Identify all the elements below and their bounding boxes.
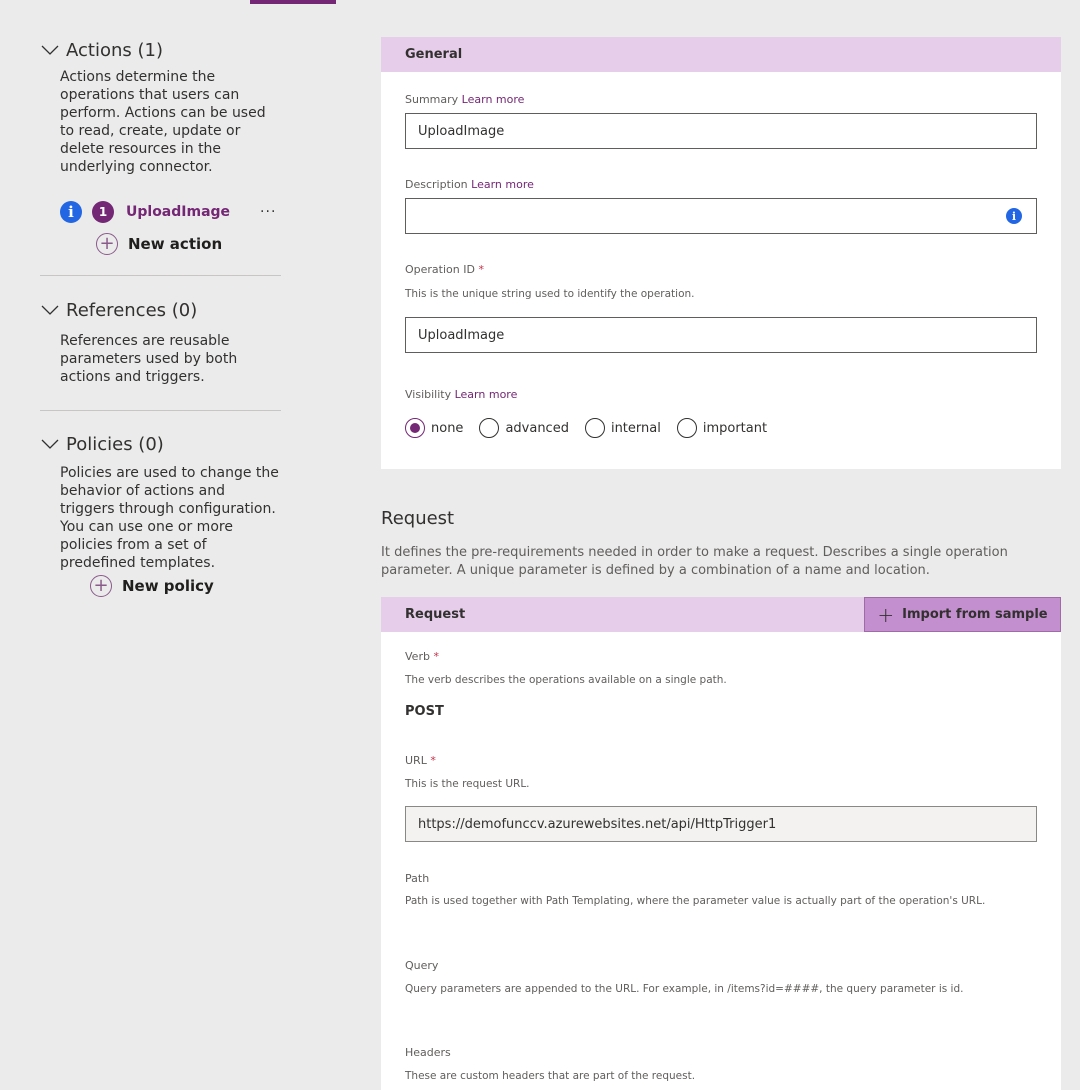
import-label: Import from sample	[902, 607, 1048, 622]
visibility-radio-group	[405, 418, 783, 438]
visibility-radio-important[interactable]	[677, 418, 767, 438]
request-panel-title: Request	[405, 607, 466, 622]
verb-value: POST	[405, 704, 444, 719]
action-name[interactable]: UploadImage	[126, 204, 231, 220]
info-icon[interactable]: i	[60, 201, 82, 223]
url-label: URL *	[405, 754, 436, 767]
radio-unchecked-icon	[479, 418, 499, 438]
summary-input[interactable]: UploadImage	[405, 113, 1037, 149]
more-options-icon[interactable]: ···	[260, 204, 277, 220]
actions-section-header[interactable]	[40, 37, 163, 63]
section-divider	[40, 410, 281, 411]
radio-label: important	[702, 420, 768, 436]
visibility-radio-advanced[interactable]	[479, 418, 569, 438]
url-input[interactable]: https://demofunccv.azurewebsites.net/api/HttpTrigger1	[405, 806, 1037, 842]
visibility-radio-none[interactable]	[405, 418, 463, 438]
path-label: Path	[405, 872, 430, 885]
action-item-uploadimage[interactable]	[60, 201, 276, 223]
request-section-description: It defines the pre-requirements needed in order to make a request. Describes a single operation parameter. A unique parameter is defined by a combination of a name and location.	[381, 545, 1008, 578]
radio-label: advanced	[505, 420, 569, 436]
plus-icon: +	[877, 602, 895, 627]
radio-checked-icon	[405, 418, 425, 438]
headers-label: Headers	[405, 1046, 451, 1059]
path-helper: Path is used together with Path Templating, where the parameter value is actually part of the operation's URL.	[405, 895, 986, 907]
verb-helper: The verb describes the operations available on a single path.	[405, 674, 727, 686]
headers-helper: These are custom headers that are part of the request.	[405, 1070, 696, 1082]
policies-section-header[interactable]	[40, 431, 164, 457]
request-panel-header	[381, 597, 1061, 632]
visibility-label: Visibility Learn more	[405, 388, 518, 401]
section-divider	[40, 275, 281, 276]
new-policy-button[interactable]	[90, 575, 214, 597]
operation-id-helper: This is the unique string used to identify the operation.	[405, 288, 695, 300]
references-section-title: References (0)	[66, 299, 198, 321]
request-panel	[381, 597, 1061, 1090]
plus-circle-icon: +	[90, 575, 112, 597]
visibility-learn-more-link[interactable]: Learn more	[454, 388, 518, 401]
request-section-title: Request	[381, 508, 455, 529]
visibility-radio-internal[interactable]	[585, 418, 661, 438]
info-icon[interactable]: i	[1006, 208, 1022, 224]
new-policy-label: New policy	[122, 577, 214, 595]
radio-label: none	[431, 420, 464, 436]
operation-id-input[interactable]: UploadImage	[405, 317, 1037, 353]
radio-unchecked-icon	[677, 418, 697, 438]
import-from-sample-button[interactable]	[864, 597, 1061, 632]
policies-section-title: Policies (0)	[66, 433, 164, 455]
general-panel	[381, 37, 1061, 469]
chevron-down-icon	[40, 303, 60, 317]
actions-section-title: Actions (1)	[66, 39, 163, 61]
query-label: Query	[405, 959, 439, 972]
radio-unchecked-icon	[585, 418, 605, 438]
actions-section-description: Actions determine the operations that users can perform. Actions can be used to read, create, update or delete resources in the underlying connector.	[60, 69, 266, 175]
verb-label: Verb *	[405, 650, 439, 663]
new-action-label: New action	[128, 235, 223, 253]
summary-label: Summary Learn more	[405, 93, 525, 106]
description-learn-more-link[interactable]: Learn more	[471, 178, 534, 191]
chevron-down-icon	[40, 43, 60, 57]
radio-label: internal	[610, 420, 661, 436]
plus-circle-icon: +	[96, 233, 118, 255]
operation-id-label: Operation ID *	[405, 263, 484, 276]
policies-section-description: Policies are used to change the behavior of actions and triggers through configuration. You can use one or more policies from a set of predefined templates.	[60, 465, 279, 571]
description-input[interactable]	[405, 198, 1037, 234]
action-number-badge: 1	[92, 201, 114, 223]
query-helper: Query parameters are appended to the URL. For example, in /items?id=####, the query parameter is id.	[405, 983, 964, 995]
summary-learn-more-link[interactable]: Learn more	[461, 93, 525, 106]
references-section-description: References are reusable parameters used by both actions and triggers.	[60, 333, 238, 385]
general-panel-header: General	[381, 37, 1061, 72]
new-action-button[interactable]	[96, 233, 222, 255]
sidebar	[0, 0, 300, 1090]
url-helper: This is the request URL.	[405, 778, 530, 790]
references-section-header[interactable]	[40, 297, 197, 323]
description-label: Description Learn more	[405, 178, 534, 191]
chevron-down-icon	[40, 437, 60, 451]
